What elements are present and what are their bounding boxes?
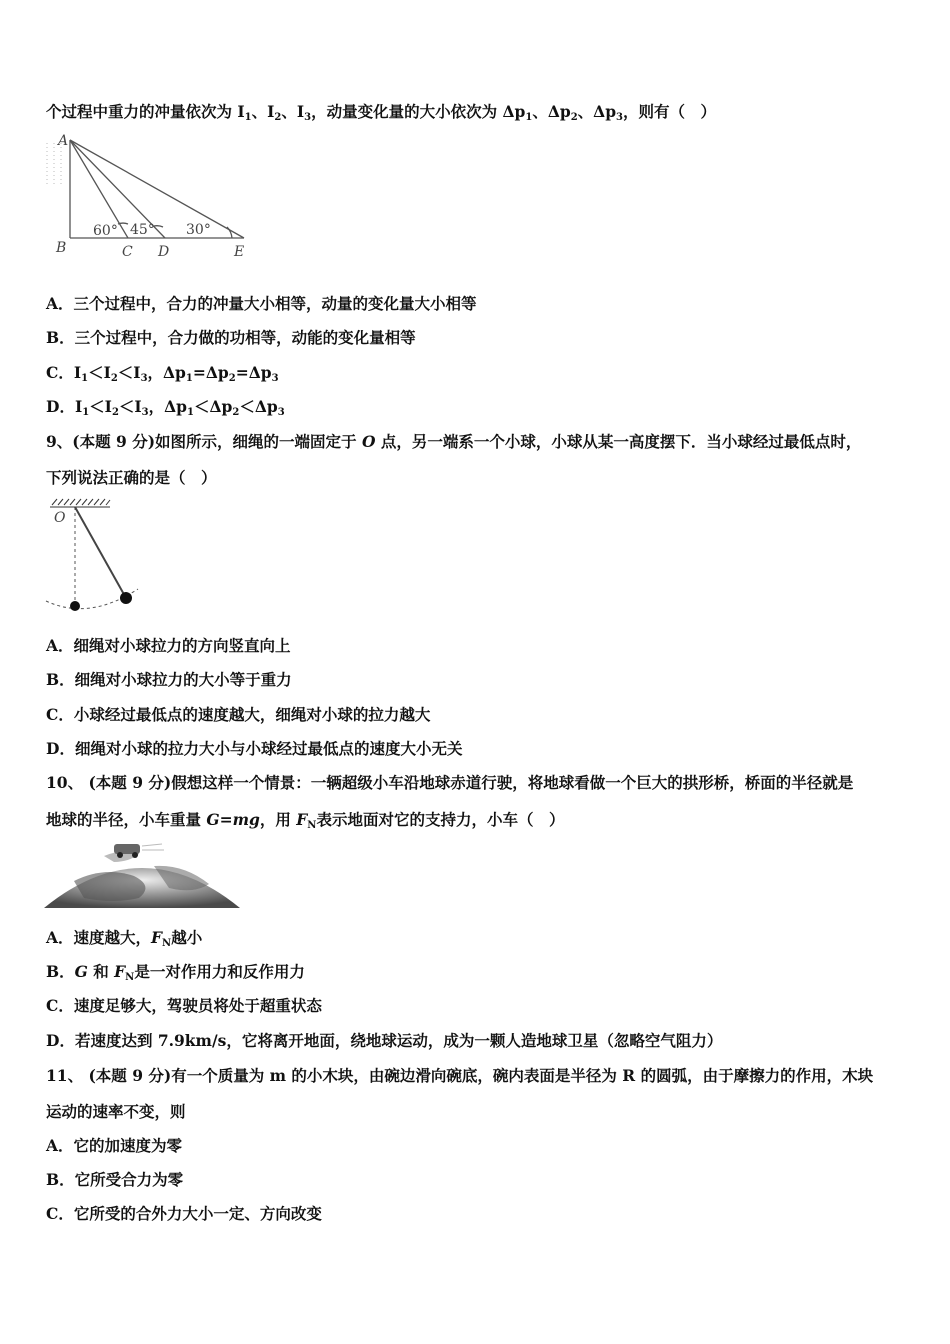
q9-option-d: D．细绳对小球的拉力大小与小球经过最低点的速度大小无关	[46, 739, 463, 758]
q9-stem-line2: 下列说法正确的是（ ）	[46, 468, 217, 487]
label-b: B	[56, 240, 67, 256]
angle-60: 60°	[93, 223, 118, 239]
label-d: D	[158, 244, 170, 260]
q10-option-d: D．若速度达到 7.9km/s，它将离开地面，绕地球运动，成为一颗人造地球卫星（忽略空气阻力）	[46, 1031, 723, 1050]
question-intro-line: 个过程中重力的冲量依次为 $I_1$、$I_2$、$I_3$，动量变化量的大小依次为 $\Delta p_1$、$\Delta p_2$、$\Delta p_3$，则有（ ）	[46, 102, 717, 123]
q8-option-b: B．三个过程中，合力做的功相等，动能的变化量相等	[46, 328, 416, 347]
q11-option-b: B．它所受合力为零	[46, 1170, 184, 1189]
label-e: E	[234, 244, 245, 260]
q10-stem-line2: 地球的半径，小车重量 G=mg，用 $F_N$表示地面对它的支持力，小车（ ）	[46, 810, 565, 831]
incline-figure	[44, 128, 264, 263]
label-a: A	[58, 133, 69, 149]
q10-option-a: A．速度越大，$F_N$越小	[46, 928, 203, 949]
q10-option-c: C．速度足够大，驾驶员将处于超重状态	[46, 996, 322, 1015]
q11-option-a: A．它的加速度为零	[46, 1136, 183, 1155]
angle-30: 30°	[186, 222, 211, 238]
q8-option-c: C．$I_1<I_2<I_3$，$\Delta p_1=\Delta p_2=\Delta p_3$	[46, 363, 279, 384]
q8-option-a: A．三个过程中，合力的冲量大小相等，动量的变化量大小相等	[46, 294, 477, 313]
angle-45: 45°	[130, 222, 155, 238]
pendulum-figure	[44, 495, 144, 620]
q10-stem-line1: 10、 (本题 9 分)假想这样一个情景：一辆超级小车沿地球赤道行驶，将地球看做一个巨大的拱形桥，桥面的半径就是	[46, 773, 854, 792]
label-o: O	[54, 510, 66, 526]
earth-car-figure	[44, 836, 244, 914]
q9-option-a: A．细绳对小球拉力的方向竖直向上	[46, 636, 291, 655]
q9-option-b: B．细绳对小球拉力的大小等于重力	[46, 670, 292, 689]
q9-stem-line1: 9、(本题 9 分)如图所示，细绳的一端固定于 O 点，另一端系一个小球，小球从某一高度摆下．当小球经过最低点时，	[46, 432, 862, 451]
q11-stem-line2: 运动的速率不变，则	[46, 1102, 186, 1121]
q11-stem-line1: 11、 (本题 9 分)有一个质量为 m 的小木块，由碗边滑向碗底，碗内表面是半径为 R 的圆弧，由于摩擦力的作用，木块	[46, 1066, 874, 1085]
q10-option-b: B．G 和 $F_N$是一对作用力和反作用力	[46, 962, 305, 983]
label-c: C	[122, 244, 133, 260]
q8-option-d: D．$I_1<I_2<I_3$，$\Delta p_1<\Delta p_2<\Delta p_3$	[46, 397, 285, 418]
q9-option-c: C．小球经过最低点的速度越大，细绳对小球的拉力越大	[46, 705, 431, 724]
q11-option-c: C．它所受的合外力大小一定、方向改变	[46, 1204, 322, 1223]
